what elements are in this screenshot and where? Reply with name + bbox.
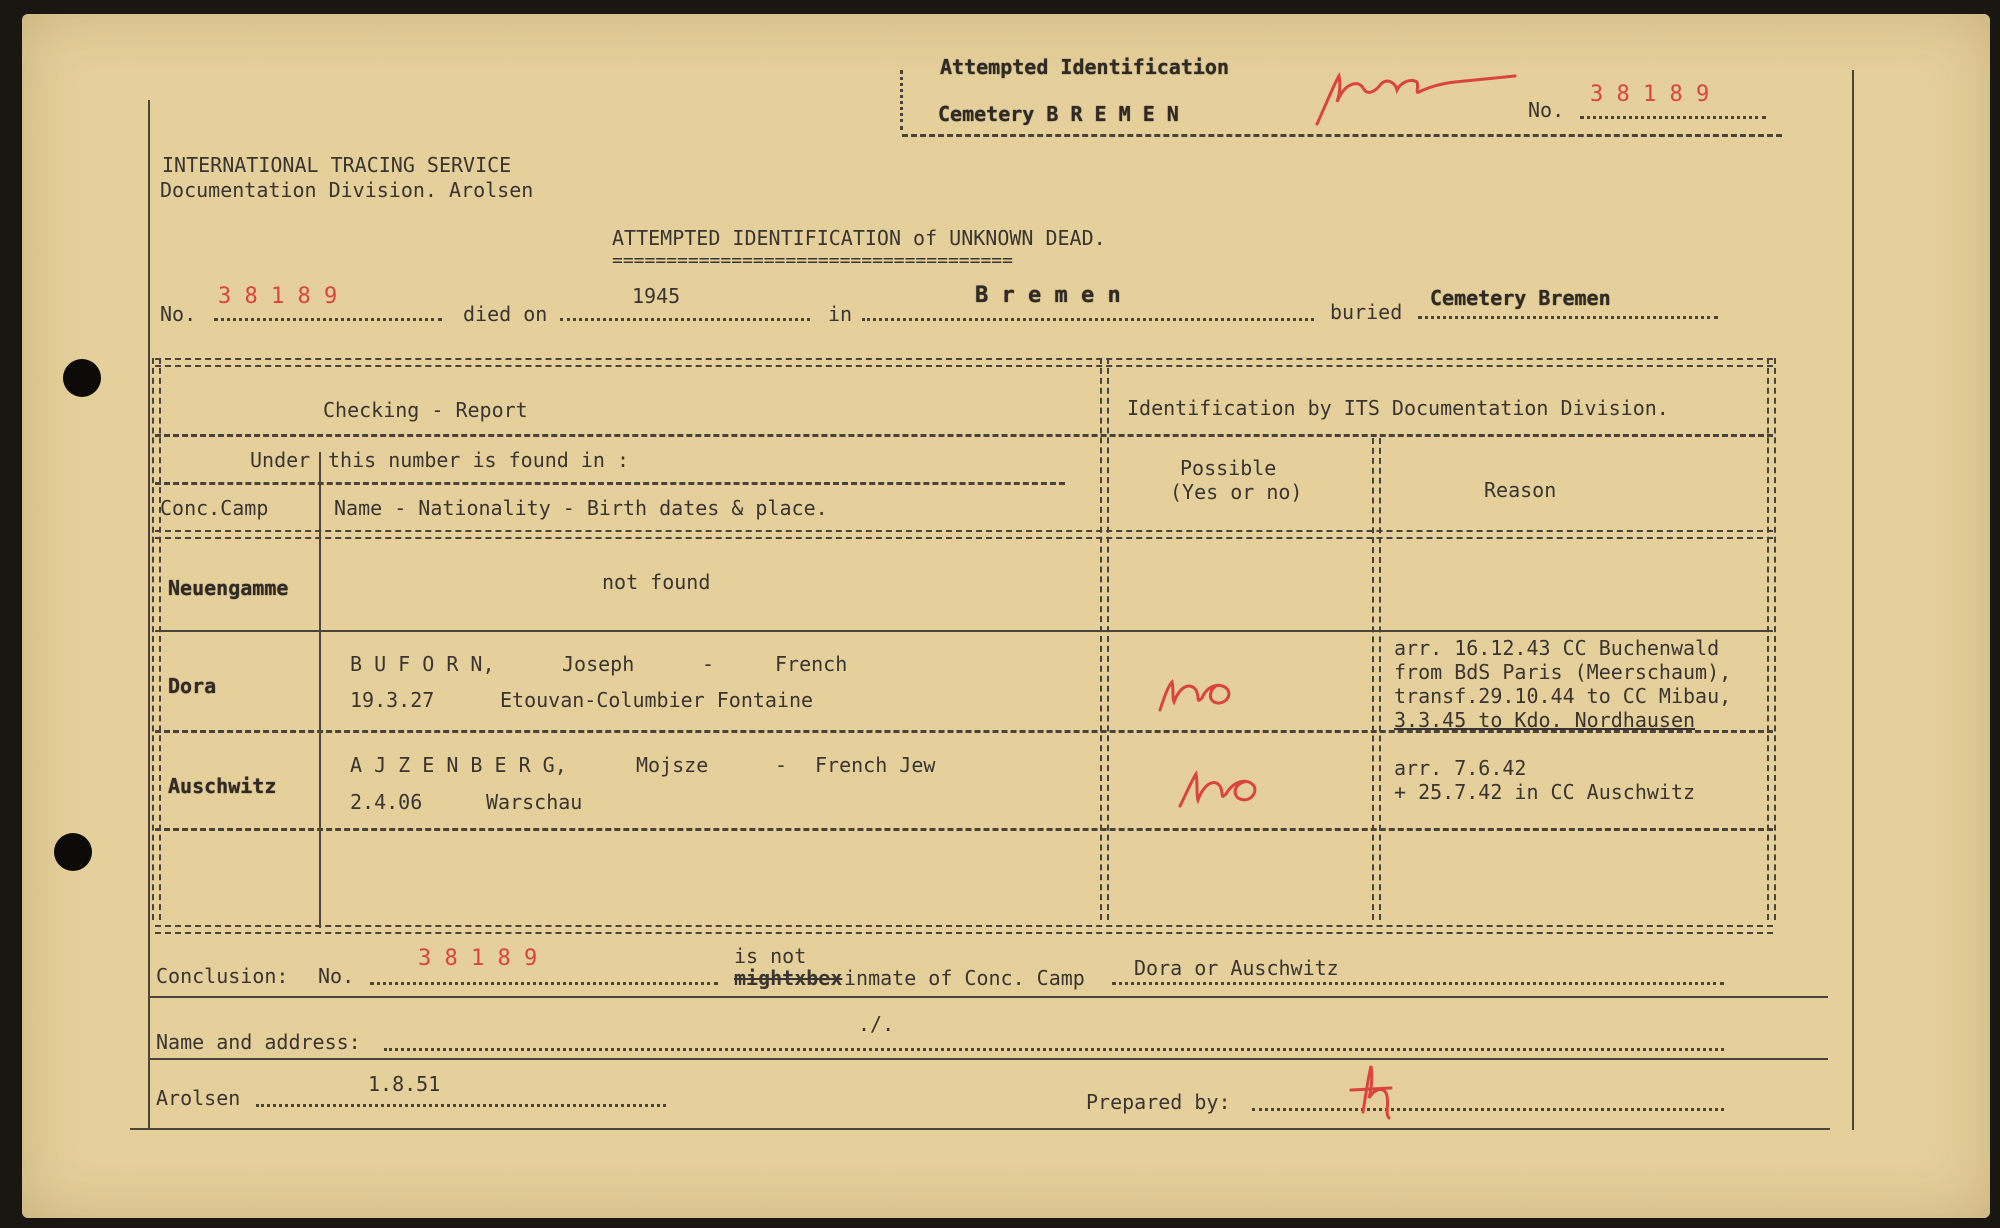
table-bottom-rule: [155, 925, 1773, 934]
document-title: ATTEMPTED IDENTIFICATION of UNKNOWN DEAD.: [612, 226, 1106, 250]
row-3-rule: [155, 828, 1773, 831]
red-none-handwriting: [1315, 62, 1525, 132]
stamp-line-2: Cemetery B R E M E N: [938, 102, 1179, 126]
row-2-camp: Dora: [168, 674, 217, 698]
row-3-birth-place: Warschau: [486, 790, 583, 814]
org-line-2: Documentation Division. Arolsen: [160, 178, 534, 202]
row-3-birth-date: 2.4.06: [350, 790, 423, 814]
record-no-dots: [214, 318, 442, 321]
right-border: [1852, 70, 1854, 1130]
prepared-label: Prepared by:: [1086, 1090, 1231, 1114]
conclusion-camp-dots: [1112, 982, 1724, 985]
record-no-value: 3 8 1 8 9: [218, 284, 338, 309]
in-value: B r e m e n: [975, 283, 1121, 308]
row-2-dash: -: [702, 652, 715, 676]
arolsen-label: Arolsen: [156, 1086, 241, 1110]
row-3-reason-1: arr. 7.6.42: [1394, 756, 1527, 780]
footer-date: 1.8.51: [368, 1072, 441, 1096]
row-1-rule: [155, 630, 1773, 632]
col-name-header: Name - Nationality - Birth dates & place.: [334, 496, 828, 520]
stamp-no-value: 3 8 1 8 9: [1590, 82, 1710, 107]
conclusion-no-value: 3 8 1 8 9: [418, 946, 538, 971]
left-border: [148, 100, 150, 1128]
buried-dots: [1418, 316, 1718, 319]
prepared-signature: [1345, 1060, 1405, 1120]
record-no-label: No.: [160, 302, 197, 326]
punch-hole-bottom: [54, 833, 92, 871]
col-camp-header: Conc.Camp: [160, 496, 269, 520]
row-3-red-no: [1176, 764, 1266, 810]
row-1-not-found: not found: [602, 570, 711, 594]
row-2-reason-1: arr. 16.12.43 CC Buchenwald: [1394, 636, 1720, 660]
table-found-rule: [155, 482, 1065, 485]
col-possible-header-2: (Yes or no): [1170, 480, 1303, 504]
bottom-border: [130, 1128, 1830, 1130]
name-address-value: ./.: [858, 1012, 895, 1036]
right-header: Identification by ITS Documentation Division.: [1127, 396, 1669, 420]
prepared-dots: [1252, 1108, 1724, 1111]
row-2-reason-3: transf.29.10.44 to CC Mibau,: [1394, 684, 1732, 708]
table-right-rule: [1767, 358, 1776, 920]
row-2-nationality: French: [775, 652, 848, 676]
row-3-camp: Auschwitz: [168, 774, 277, 798]
name-address-dots: [384, 1048, 1724, 1051]
conclusion-is-not: is not: [734, 944, 807, 968]
row-2-surname: B U F O R N,: [350, 652, 495, 676]
table-header-bottom-rule: [155, 530, 1773, 539]
in-label: in: [828, 302, 853, 326]
died-label: died on: [463, 302, 548, 326]
row-3-dash: -: [775, 753, 788, 777]
col-possible-header-1: Possible: [1180, 456, 1277, 480]
table-possible-rule: [1372, 438, 1381, 920]
conclusion-label: Conclusion:: [156, 964, 289, 988]
stamp-no-dots: [1580, 116, 1766, 119]
punch-hole-top: [63, 359, 101, 397]
row-3-nationality: French Jew: [815, 753, 936, 777]
table-top-rule: [155, 358, 1773, 367]
row-2-birth-date: 19.3.27: [350, 688, 435, 712]
name-address-label: Name and address:: [156, 1030, 361, 1054]
row-2-birth-place: Etouvan-Columbier Fontaine: [500, 688, 814, 712]
table-camp-rule: [319, 452, 321, 928]
conclusion-inmate-text: inmate of Conc. Camp: [844, 966, 1085, 990]
table-left-rule: [152, 358, 161, 920]
stamp-no-label: No.: [1528, 98, 1565, 122]
stamp-box-left-edge: [900, 70, 903, 130]
table-subheader-rule: [155, 434, 1773, 437]
table-center-rule: [1100, 358, 1109, 920]
row-2-reason-2: from BdS Paris (Meerschaum),: [1394, 660, 1732, 684]
in-dots: [862, 318, 1314, 321]
row-3-surname: A J Z E N B E R G,: [350, 753, 567, 777]
row-2-reason-4: 3.3.45 to Kdo. Nordhausen: [1394, 708, 1696, 732]
conclusion-no-label: No.: [318, 964, 355, 988]
stamp-line-1: Attempted Identification: [940, 55, 1229, 79]
col-reason-header: Reason: [1484, 478, 1557, 502]
under-label: Under: [250, 448, 311, 472]
conclusion-struck: mightxbex: [734, 966, 843, 990]
row-1-camp: Neuengamme: [168, 576, 289, 600]
row-2-given: Joseph: [562, 652, 635, 676]
stamp-box-bottom-edge: [902, 134, 1782, 137]
name-address-rule: [148, 1058, 1828, 1060]
conclusion-rule: [148, 996, 1828, 998]
org-line-1: INTERNATIONAL TRACING SERVICE: [162, 153, 512, 177]
arolsen-dots: [256, 1104, 666, 1107]
died-dots: [560, 318, 810, 321]
buried-value: Cemetery Bremen: [1430, 286, 1611, 310]
found-in-label: this number is found in :: [328, 448, 630, 472]
left-header: Checking - Report: [323, 398, 528, 422]
died-value: 1945: [632, 284, 681, 308]
row-2-red-no: [1156, 668, 1236, 714]
row-3-reason-2: + 25.7.42 in CC Auschwitz: [1394, 780, 1696, 804]
row-3-given: Mojsze: [636, 753, 709, 777]
conclusion-no-dots: [370, 982, 718, 985]
conclusion-camp-value: Dora or Auschwitz: [1134, 956, 1339, 980]
title-underline: =====================================: [612, 250, 1013, 271]
buried-label: buried: [1330, 300, 1403, 324]
